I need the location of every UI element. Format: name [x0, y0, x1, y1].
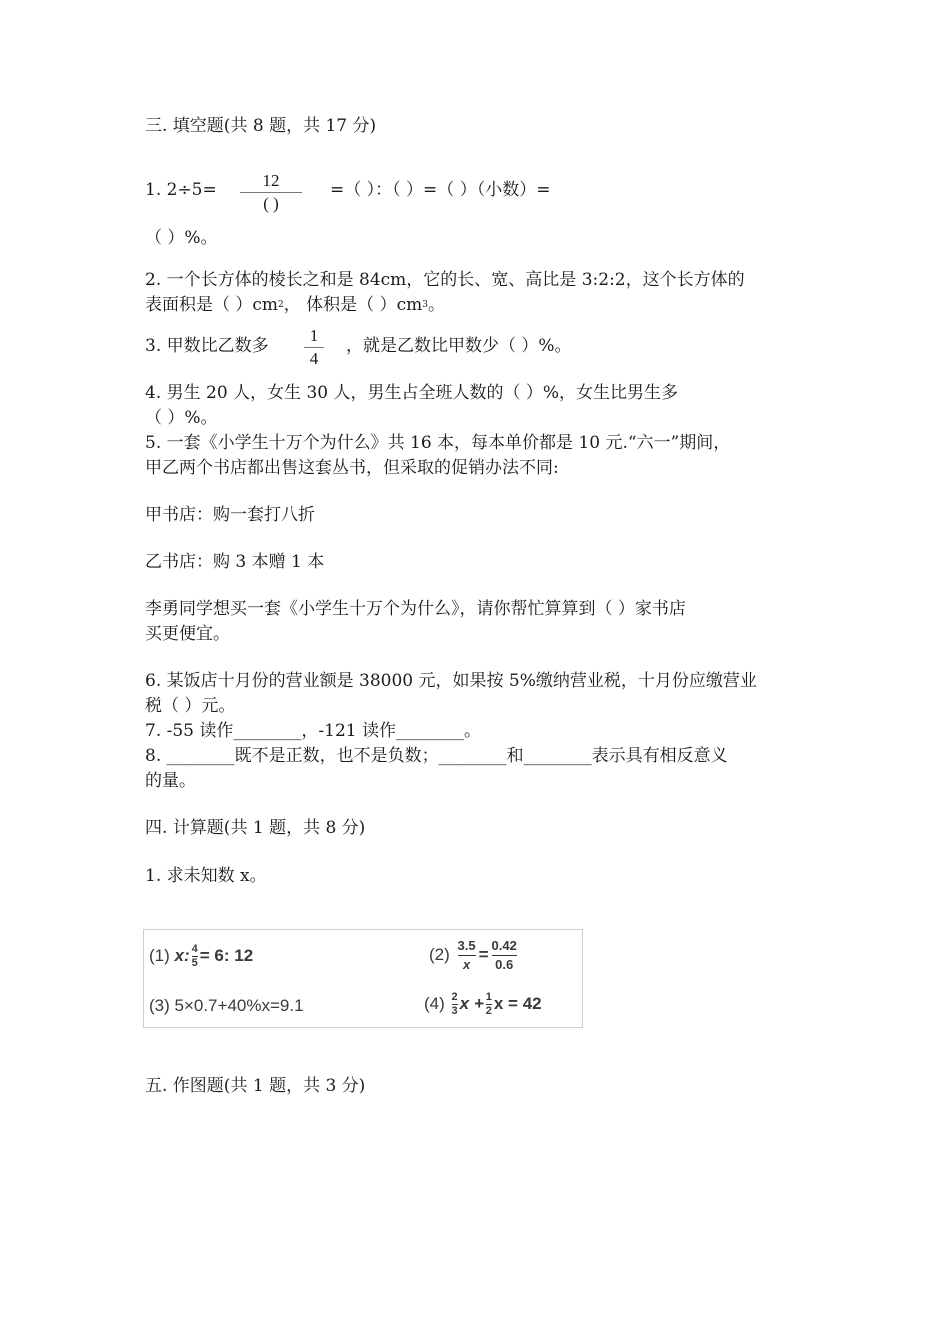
eq4-rest: x = 42: [493, 993, 542, 1013]
q2-line1: 2. 一个长方体的棱长之和是 84cm，它的长、宽、高比是 3:2:2，这个长方体的: [145, 270, 745, 290]
eq2-lbar: [458, 955, 476, 956]
eq1-fraction: [192, 944, 198, 969]
q1-frac-bar: [240, 192, 302, 193]
eq4-label: (4): [424, 993, 445, 1013]
eq2-lden: x: [462, 957, 471, 972]
section3-title: 三. 填空题(共 8 题，共 17 分): [145, 116, 377, 136]
eq1-rest: = 6: 12: [199, 945, 254, 965]
q3-frac-numerator: 1: [309, 326, 319, 345]
q6-line2: 税（ ）元。: [145, 696, 236, 716]
eq2-rnum: 0.42: [491, 938, 517, 953]
q2-sup-2: 2: [278, 300, 284, 310]
equation-4: [424, 992, 542, 1017]
q2-volume-text: ， 体积是（ ）cm: [283, 295, 423, 315]
q5-line3: 李勇同学想买一套《小学生十万个为什么》，请你帮忙算算到（ ）家书店: [145, 599, 686, 619]
q2-line2: [145, 293, 445, 317]
eq4-d2: 2: [485, 1005, 492, 1017]
eq2-equals: =: [478, 944, 489, 964]
q3-rest: ，就是乙数比甲数少（ ）%。: [346, 336, 572, 356]
eq4-d1: 3: [451, 1005, 458, 1017]
q5-line1: 5. 一套《小学生十万个为什么》共 16 本，每本单价都是 10 元.“六一”期间，: [145, 433, 731, 453]
eq1-num: 4: [191, 943, 198, 955]
q1-fraction: [240, 172, 302, 213]
equation-1: [149, 944, 253, 969]
eq4-n1: 2: [451, 991, 458, 1003]
q4-line2: （ ）%。: [145, 408, 218, 428]
q5-line2: 甲乙两个书店都出售这套丛书，但采取的促销办法不同:: [145, 458, 559, 478]
q1-prefix: 1. 2÷5=: [145, 180, 217, 200]
eq4-n2: 1: [485, 991, 492, 1003]
q3-frac-denominator: 4: [309, 349, 319, 368]
section4-title: 四. 计算题(共 1 题，共 8 分): [145, 818, 366, 838]
q8-line1: 8. ________既不是正数，也不是负数；________和________表示具有相反意义: [145, 746, 728, 766]
eq2-rden: 0.6: [495, 957, 514, 972]
eq2-label: (2): [429, 944, 450, 964]
q3-fraction: [304, 327, 324, 368]
eq4-fraction-2: [486, 992, 492, 1017]
q3-prefix: 3. 甲数比乙数多: [145, 336, 269, 356]
eq4-fraction-1: [452, 992, 458, 1017]
eq4-mid: x +: [459, 993, 484, 1013]
q4-line1: 4. 男生 20 人，女生 30 人，男生占全班人数的（ ）%，女生比男生多: [145, 383, 679, 403]
q5-line4: 买更便宜。: [145, 624, 230, 644]
equation-3: (3) 5×0.7+40%x=9.1: [149, 996, 304, 1015]
q1-rest: =（ ）：（ ）=（ ）（小数）=: [330, 180, 551, 200]
equations-box: [143, 929, 583, 1028]
eq2-left-fraction: [458, 938, 476, 973]
q6-line1: 6. 某饭店十月份的营业额是 38000 元，如果按 5%缴纳营业税，十月份应缴营业: [145, 671, 757, 691]
q2-surface-text: 表面积是（ ）cm: [145, 295, 279, 315]
eq1-den: 5: [191, 957, 198, 969]
q1-frac-numerator: 12: [262, 171, 280, 190]
eq1-x: x:: [174, 945, 190, 965]
q1-frac-denominator: ( ): [263, 194, 279, 213]
q3-frac-bar: [304, 347, 324, 348]
eq2-rbar: [492, 955, 517, 956]
q7-text: 7. -55 读作________，-121 读作________。: [145, 721, 481, 741]
eq2-lnum: 3.5: [457, 938, 476, 953]
eq1-label: (1): [149, 945, 170, 965]
eq2-right-fraction: [492, 938, 517, 973]
section4-q1: 1. 求未知数 x。: [145, 866, 267, 886]
q5-shop-a: 甲书店：购一套打八折: [145, 505, 315, 525]
q2-end: 。: [427, 295, 445, 315]
q2-sup-3: 3: [422, 300, 428, 310]
equation-2: [429, 938, 520, 973]
section5-title: 五. 作图题(共 1 题，共 3 分): [145, 1076, 366, 1096]
q5-shop-b: 乙书店：购 3 本赠 1 本: [145, 552, 325, 572]
q1-line2: （ ）%。: [145, 228, 218, 248]
q8-line2: 的量。: [145, 771, 196, 791]
